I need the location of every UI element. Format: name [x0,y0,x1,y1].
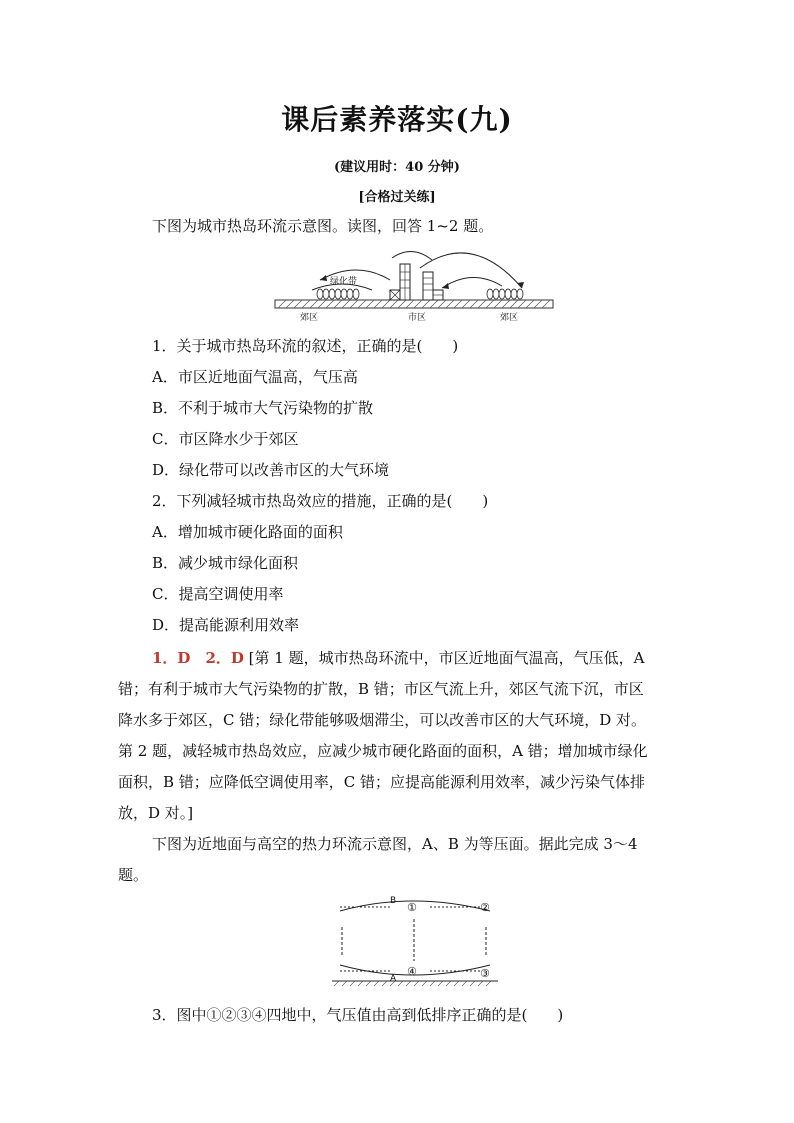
answer-line-2: 错；有利于城市大气污染物的扩散，B 错；市区气流上升，郊区气流下沉，市区 [118,680,644,698]
q1-option-c: C．市区降水少于郊区 [152,430,299,448]
answer-line-4: 第 2 题，减轻城市热岛效应，应减少城市硬化路面的面积，A 错；增加城市绿化 [118,742,648,760]
q2-option-c: C．提高空调使用率 [152,585,284,603]
suburb-right-label: 郊区 [500,313,519,323]
answer-line-1 [152,648,712,668]
intro-2-line-2: 题。 [118,866,149,884]
time-note: (建议用时：40 分钟) [334,160,460,175]
isobar-a-label: A [390,974,397,984]
answer-text-1: [第 1 题，城市热岛环流中，市区近地面气温高，气压低，A [248,649,645,667]
q1-option-a: A．市区近地面气温高，气压高 [152,368,358,386]
answer-line-3: 降水多于郊区，C 错；绿化带能够吸烟滞尘，可以改善市区的大气环境，D 对。 [118,711,647,729]
thermal-circulation-diagram [330,893,500,988]
q1-option-b: B．不利于城市大气污染物的扩散 [152,399,374,417]
city-label: 市区 [408,313,427,323]
greenbelt-label: 绿化带 [330,277,358,287]
q2-option-a: A．增加城市硬化路面的面积 [152,523,343,541]
intro-2-line-1: 下图为近地面与高空的热力环流示意图，A、B 为等压面。据此完成 3～4 [152,835,638,853]
answer-key: 1．D 2．D [152,649,244,667]
q2-option-b: B．减少城市绿化面积 [152,554,299,572]
isobar-b-label: B [390,896,397,906]
q1-stem: 1．关于城市热岛环流的叙述，正确的是( ) [152,337,459,355]
q3-stem: 3．图中①②③④四地中，气压值由高到低排序正确的是( ) [152,1006,564,1024]
intro-1: 下图为城市热岛环流示意图。读图，回答 1~2 题。 [152,217,494,235]
point-2-label: ② [480,901,490,914]
suburb-left-label: 郊区 [300,313,319,323]
point-3-label: ③ [480,967,490,980]
heat-island-diagram [272,250,557,325]
page-title: 课后素养落实(九) [281,103,513,136]
answer-line-6: 放，D 对。] [118,804,194,822]
q1-option-d: D．绿化带可以改善市区的大气环境 [152,461,390,479]
point-4-label: ④ [407,965,417,978]
point-1-label: ① [407,901,417,914]
section-label: [合格过关练] [358,190,436,205]
answer-line-5: 面积，B 错；应降低空调使用率，C 错；应提高能源利用效率，减少污染气体排 [118,773,646,791]
q2-stem: 2．下列减轻城市热岛效应的措施，正确的是( ) [152,492,489,510]
q2-option-d: D．提高能源利用效率 [152,616,300,634]
